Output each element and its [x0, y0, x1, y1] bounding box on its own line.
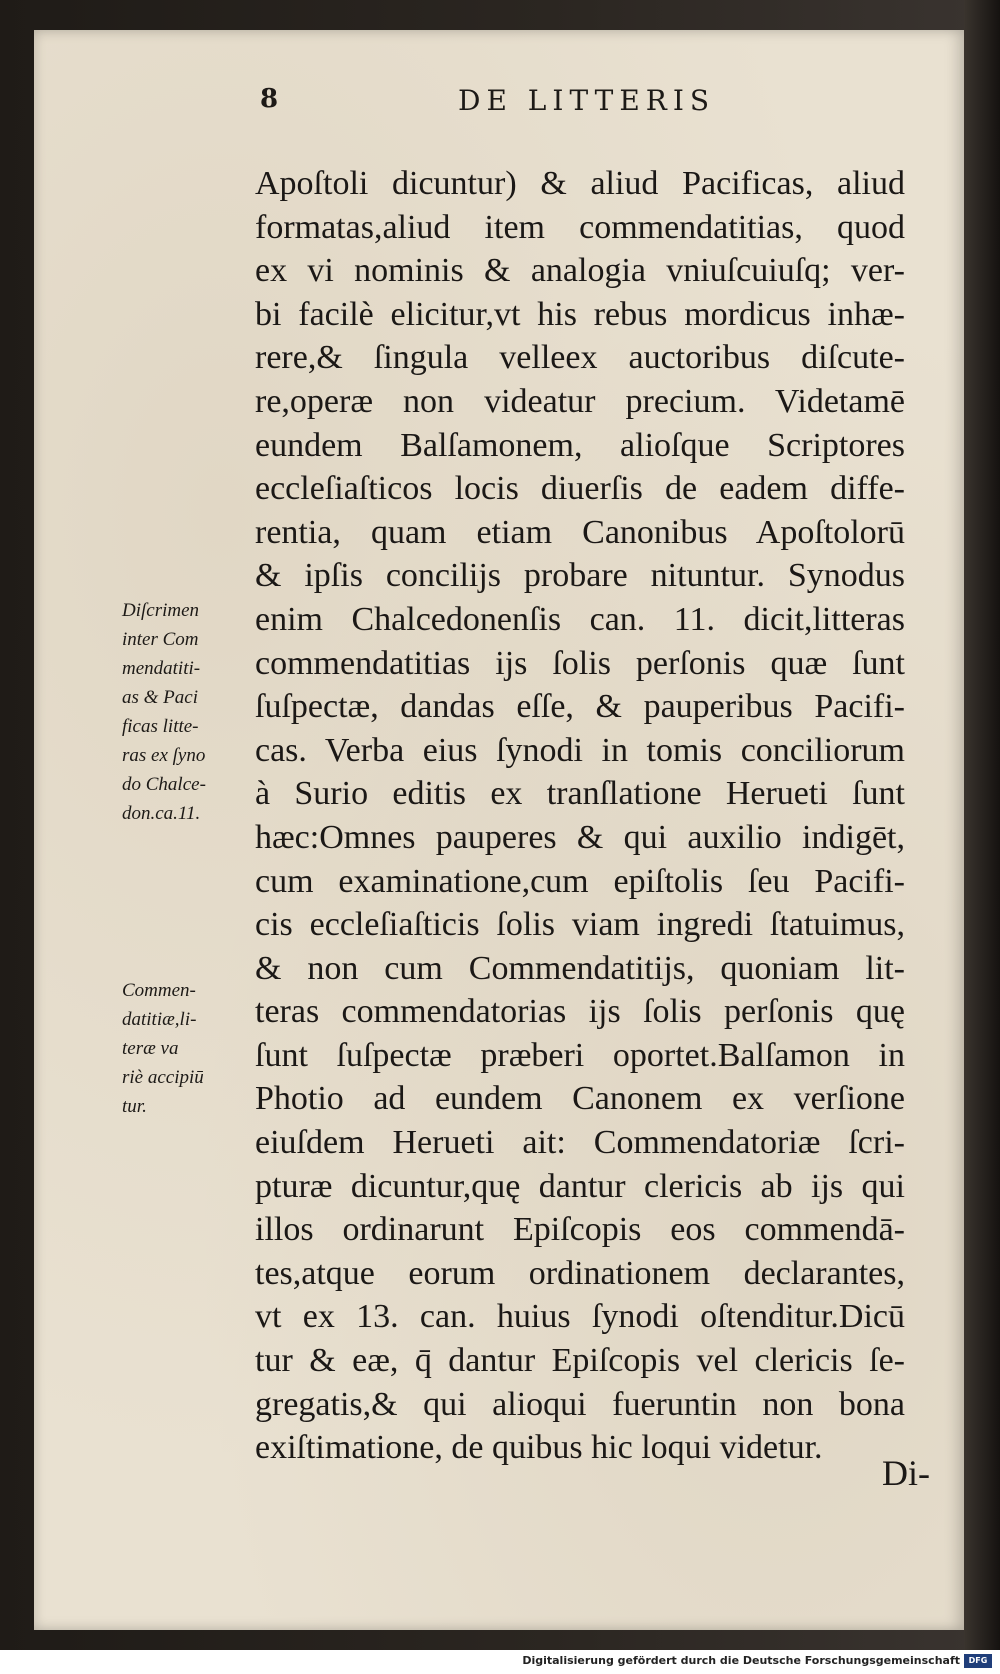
marginal-note-line: as & Paci [122, 687, 198, 708]
marginal-note-line: do Chalce- [122, 774, 206, 795]
marginal-note-line: Diſcrimen [122, 600, 200, 621]
digitization-credit-bar [0, 1650, 1000, 1674]
marginal-note-line: don.ca.11. [122, 803, 201, 824]
text-line: ſuſpectæ, dandas eſſe, & pauperibus Pacifi- [255, 688, 905, 726]
marginal-note-line: tur. [122, 1096, 147, 1117]
text-line: exiſtimatione, de quibus hic loqui videtur. [255, 1429, 823, 1467]
text-line: ex vi nominis & analogia vniuſcuiuſq; ver- [255, 252, 905, 290]
text-line: tes,atque eorum ordinationem declarantes, [255, 1254, 905, 1292]
text-line: eiuſdem Herueti ait: Commendatoriæ ſcri- [255, 1124, 905, 1162]
text-line: eccleſiaſticos locis diuerſis de eadem diffe- [255, 470, 905, 508]
catchword: Di- [882, 1453, 930, 1493]
text-line: bi facilè elicitur,vt his rebus mordicus inhæ- [255, 295, 905, 333]
marginal-note-line: ficas litte- [122, 716, 199, 737]
main-text-block [255, 162, 905, 1470]
marginal-note-line: mendatiti- [122, 658, 201, 679]
text-line: cis eccleſiaſticis ſolis viam ingredi ſtatuimus, [255, 906, 905, 944]
text-line: ſunt ſuſpectæ præberi oportet.Balſamon in [255, 1036, 905, 1074]
text-line: Apoſtoli dicuntur) & aliud Pacificas, aliud [255, 165, 905, 202]
text-line: & non cum Commendatitijs, quoniam lit- [255, 949, 905, 987]
text-line: illos ordinarunt Epiſcopis eos commendā- [255, 1211, 905, 1249]
text-line: eundem Balſamonem, alioſque Scriptores [255, 426, 905, 464]
text-line: tur & eæ, q̄ dantur Epiſcopis vel clericis ſe- [255, 1342, 905, 1380]
book-edge [964, 0, 1000, 1674]
digitization-credit: Digitalisierung gefördert durch die Deutsche Forschungsgemeinschaft [522, 1654, 960, 1667]
marginal-note-line: riè accipiū [122, 1067, 204, 1088]
text-line: gregatis,& qui alioqui fueruntin non bona [255, 1385, 905, 1423]
marginal-note-line: ras ex ſyno [122, 745, 206, 766]
text-line: rentia, quam etiam Canonibus Apoſtolorū [255, 513, 905, 551]
text-line: Photio ad eundem Canonem ex verſione [255, 1080, 905, 1118]
text-line: commendatitias ijs ſolis perſonis quæ ſunt [255, 644, 905, 682]
text-line: hæc:Omnes pauperes & qui auxilio indigēt, [255, 818, 905, 856]
marginal-note-line: teræ va [122, 1038, 179, 1059]
text-line: re,operæ non videatur precium. Videtamē [255, 382, 905, 420]
marginal-note-line: datitiæ,li- [122, 1009, 197, 1030]
text-line: & ipſis concilijs probare nituntur. Synodus [255, 557, 905, 595]
text-line: teras commendatorias ijs ſolis perſonis quę [255, 993, 905, 1031]
dfg-logo: DFG [964, 1654, 992, 1668]
text-line: à Surio editis ex tranſlatione Herueti ſunt [255, 775, 905, 813]
text-line: enim Chalcedonenſis can. 11. dicit,litteras [255, 600, 905, 638]
marginal-note-line: inter Com [122, 629, 199, 650]
text-line: cum examinatione,cum epiſtolis ſeu Pacifi- [255, 862, 905, 900]
text-line: vt ex 13. can. huius ſynodi oſtenditur.Dicū [255, 1298, 905, 1336]
running-head-title: DE LITTERIS [458, 84, 716, 117]
text-line: pturæ dicuntur,quę dantur clericis ab ijs qui [255, 1167, 905, 1205]
page-number: 8 [260, 84, 279, 114]
running-head [260, 84, 780, 124]
text-line: rere,& ſingula velleex auctoribus diſcute- [255, 339, 905, 377]
marginal-note-line: Commen- [122, 980, 196, 1001]
text-line: formatas,aliud item commendatitias, quod [255, 208, 905, 246]
text-line: cas. Verba eius ſynodi in tomis conciliorum [255, 731, 905, 769]
marginal-note-2 [122, 976, 252, 1121]
marginal-note-1 [122, 596, 252, 828]
